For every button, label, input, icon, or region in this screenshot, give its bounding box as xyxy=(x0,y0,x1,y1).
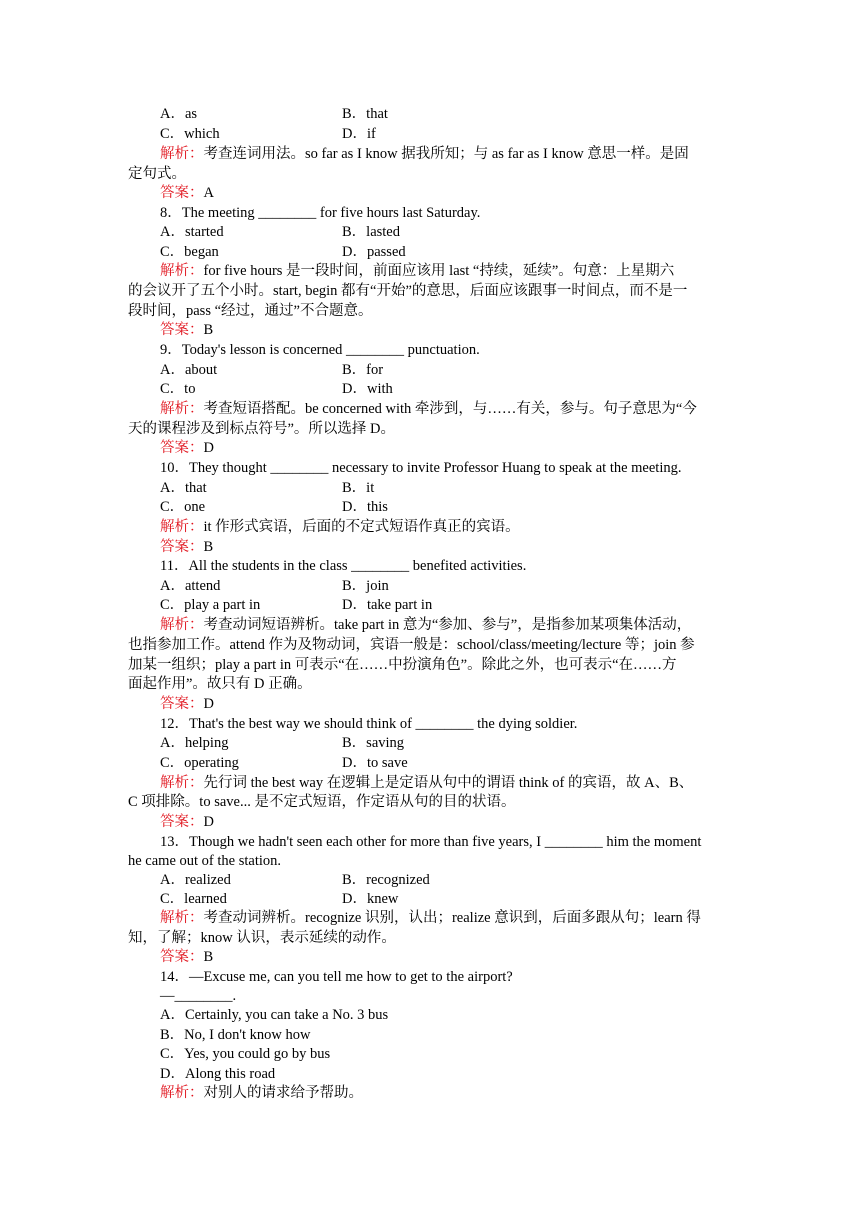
option-a: A．helping xyxy=(160,735,229,751)
answer-value: B xyxy=(203,322,214,338)
analysis-line xyxy=(0,517,860,537)
analysis-line xyxy=(0,655,860,675)
question-stem: 9．Today's lesson is concerned ________ punctuation. xyxy=(160,342,480,358)
analysis-label: 解析： xyxy=(160,401,204,417)
analysis-text: 面起作用”。故只有 D 正确。 xyxy=(128,676,312,692)
answer-label: 答案： xyxy=(160,949,204,965)
answer-value: D xyxy=(203,696,214,712)
answer-label: 答案： xyxy=(160,440,204,456)
analysis-text: it 作形式宾语，后面的不定式短语作真正的宾语。 xyxy=(203,519,520,535)
options-row xyxy=(0,478,860,498)
option-c: C．Yes, you could go by bus xyxy=(160,1046,331,1062)
analysis-label: 解析： xyxy=(160,910,204,926)
answer-blank: —________. xyxy=(160,988,237,1004)
answer-value: B xyxy=(203,949,214,965)
analysis-text: 加某一组织；play a part in 可表示“在……中扮演角色”。除此之外，也可表示“在……方 xyxy=(128,657,677,673)
option-a: A．that xyxy=(160,480,207,496)
analysis-line xyxy=(0,261,860,281)
analysis-text: 先行词 the best way 在逻辑上是定语从句中的谓语 think of 的宾语，故 A、B、 xyxy=(203,775,694,791)
options-row xyxy=(0,753,860,773)
analysis-label: 解析： xyxy=(160,519,204,535)
option-c: C．learned xyxy=(160,891,227,907)
options-row xyxy=(0,576,860,596)
options-row xyxy=(0,733,860,753)
analysis-text: 对别人的请求给予帮助。 xyxy=(203,1085,363,1101)
analysis-text: 定句式。 xyxy=(128,166,186,182)
analysis-line xyxy=(0,419,860,439)
options-row xyxy=(0,870,860,890)
option-a: A．started xyxy=(160,224,224,240)
answer-value: D xyxy=(203,440,214,456)
question-stem: 12．That's the best way we should think of ________ the dying soldier. xyxy=(160,716,578,732)
analysis-line xyxy=(0,399,860,419)
analysis-label: 解析： xyxy=(160,146,204,162)
answer-line xyxy=(0,812,860,832)
option-d: D．knew xyxy=(342,891,399,907)
option-b: B．it xyxy=(342,480,375,496)
option-c: C．play a part in xyxy=(160,597,261,613)
option-d: D．to save xyxy=(342,755,408,771)
analysis-line xyxy=(0,615,860,635)
analysis-text: 考查动词短语辨析。take part in 意为“参加、参与”，是指参加某项集体活动， xyxy=(203,617,692,633)
options-row xyxy=(0,222,860,242)
option-b: B．for xyxy=(342,362,384,378)
analysis-line xyxy=(0,301,860,321)
option-a: A．about xyxy=(160,362,218,378)
option-d: D．with xyxy=(342,381,393,397)
option-b: B．that xyxy=(342,106,388,122)
option-d: D．passed xyxy=(342,244,406,260)
option-a: A．as xyxy=(160,106,198,122)
option-c: C．operating xyxy=(160,755,239,771)
answer-line xyxy=(0,438,860,458)
option-c: C．which xyxy=(160,126,220,142)
analysis-label: 解析： xyxy=(160,617,204,633)
answer-line xyxy=(0,320,860,340)
option-d: D．Along this road xyxy=(160,1066,276,1082)
option-d: D．if xyxy=(342,126,376,142)
option-d: D．take part in xyxy=(342,597,433,613)
answer-value: D xyxy=(203,814,214,830)
question-stem: 13．Though we hadn't seen each other for more than five years, I ________ him the moment xyxy=(160,834,702,850)
option-c: C．to xyxy=(160,381,196,397)
analysis-text: 知，了解；know 认识，表示延续的动作。 xyxy=(128,930,396,946)
question-stem: 10．They thought ________ necessary to invite Professor Huang to speak at the meeting. xyxy=(160,460,682,476)
analysis-label: 解析： xyxy=(160,263,204,279)
analysis-text: 考查动词辨析。recognize 识别，认出；realize 意识到，后面多跟从句；learn 得 xyxy=(203,910,701,926)
answer-label: 答案： xyxy=(160,696,204,712)
option-b: B．lasted xyxy=(342,224,400,240)
answer-value: B xyxy=(203,539,214,555)
analysis-text: C 项排除。to save... 是不定式短语，作定语从句的目的状语。 xyxy=(128,794,516,810)
analysis-text: for five hours 是一段时间，前面应该用 last “持续，延续”。句意：上星期六 xyxy=(203,263,675,279)
option-a: A．Certainly, you can take a No. 3 bus xyxy=(160,1007,389,1023)
option-b: B．No, I don't know how xyxy=(160,1027,311,1043)
question-stem: he came out of the station. xyxy=(128,853,282,869)
answer-label: 答案： xyxy=(160,185,204,201)
question-stem: 8．The meeting ________ for five hours last Saturday. xyxy=(160,205,481,221)
answer-line xyxy=(0,947,860,967)
options-row xyxy=(0,124,860,144)
options-row xyxy=(0,242,860,262)
options-row xyxy=(0,497,860,517)
analysis-line xyxy=(0,635,860,655)
analysis-label: 解析： xyxy=(160,775,204,791)
analysis-text: 天的课程涉及到标点符号”。所以选择 D。 xyxy=(128,421,396,437)
analysis-line xyxy=(0,773,860,793)
options-row xyxy=(0,889,860,909)
answer-label: 答案： xyxy=(160,539,204,555)
option-c: C．began xyxy=(160,244,219,260)
analysis-text: 也指参加工作。attend 作为及物动词，宾语一般是：school/class/meeting/lecture 等；join 参 xyxy=(128,637,695,653)
option-c: C．one xyxy=(160,499,206,515)
analysis-line xyxy=(0,144,860,164)
answer-line xyxy=(0,694,860,714)
option-b: B．join xyxy=(342,578,389,594)
option-a: A．realized xyxy=(160,872,231,888)
question-stem: 11．All the students in the class ________ benefited activities. xyxy=(160,558,527,574)
analysis-line xyxy=(0,281,860,301)
option-b: B．saving xyxy=(342,735,405,751)
question-stem: 14．—Excuse me, can you tell me how to get to the airport? xyxy=(160,969,513,985)
analysis-line xyxy=(0,908,860,928)
answer-label: 答案： xyxy=(160,322,204,338)
options-row xyxy=(0,104,860,124)
analysis-text: 的会议开了五个小时。start, begin 都有“开始”的意思，后面应该跟事一时间点，而不是一 xyxy=(128,283,688,299)
analysis-text: 段时间，pass “经过，通过”不合题意。 xyxy=(128,303,373,319)
analysis-text: 考查连词用法。so far as I know 据我所知；与 as far as I know 意思一样。是固 xyxy=(203,146,689,162)
answer-line xyxy=(0,183,860,203)
analysis-line xyxy=(0,928,860,948)
answer-line xyxy=(0,537,860,557)
analysis-line xyxy=(0,792,860,812)
analysis-text: 考查短语搭配。be concerned with 牵涉到，与……有关，参与。句子意思为“今 xyxy=(203,401,697,417)
answer-value: A xyxy=(203,185,214,201)
options-row xyxy=(0,360,860,380)
analysis-line xyxy=(0,164,860,184)
options-row xyxy=(0,595,860,615)
analysis-line xyxy=(0,1083,860,1103)
analysis-label: 解析： xyxy=(160,1085,204,1101)
options-row xyxy=(0,379,860,399)
answer-label: 答案： xyxy=(160,814,204,830)
option-b: B．recognized xyxy=(342,872,430,888)
option-a: A．attend xyxy=(160,578,221,594)
option-d: D．this xyxy=(342,499,388,515)
analysis-line xyxy=(0,674,860,694)
